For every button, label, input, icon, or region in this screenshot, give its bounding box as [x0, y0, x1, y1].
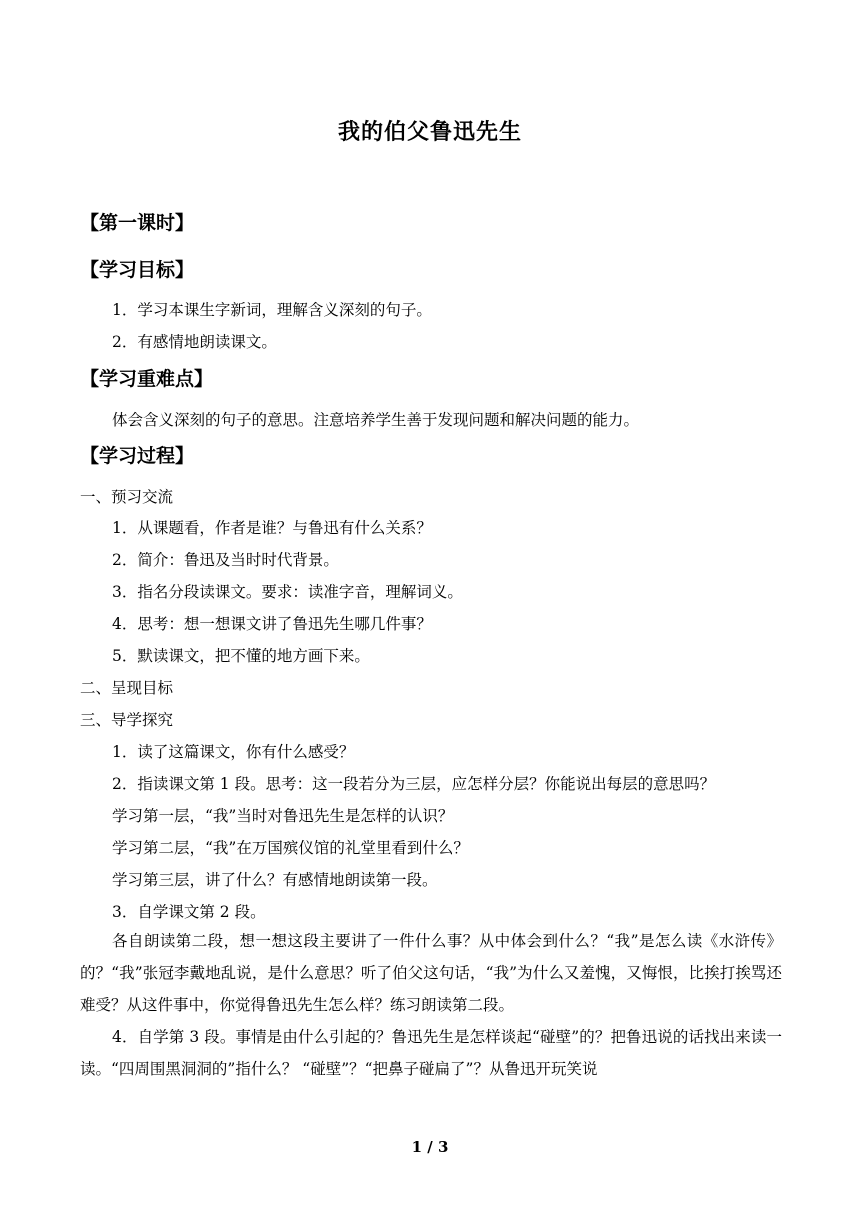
explore-item-6: 3．自学课文第 2 段。	[112, 903, 266, 921]
section-present-title: 二、呈现目标	[80, 679, 174, 697]
goal-item-1: 1．学习本课生字新词，理解含义深刻的句子。	[112, 301, 432, 319]
goal-item-2: 2．有感情地朗读课文。	[112, 333, 277, 351]
explore-item-3: 学习第一层，“我”当时对鲁迅先生是怎样的认识？	[112, 807, 454, 825]
page-title: 我的伯父鲁迅先生	[337, 119, 522, 145]
key-points-text: 体会含义深刻的句子的意思。注意培养学生善于发现问题和解决问题的能力。	[112, 411, 640, 429]
explore-paragraph-1: 各自朗读第二段，想一想这段主要讲了一件什么事？从中体会到什么？“我”是怎么读《水浒传》的？“我”张冠李戴地乱说，是什么意思？听了伯父这句话，“我”为什么又羞愧，又悔恨，比挨打挨骂还难受？从这件事中，你觉得鲁迅先生怎么样？练习朗读第二段。	[80, 932, 782, 1014]
heading-key-points: 【学习重难点】	[80, 368, 214, 390]
section-explore-title: 三、导学探究	[80, 711, 174, 729]
explore-item-4: 学习第二层，“我”在万国殡仪馆的礼堂里看到什么？	[112, 839, 469, 857]
explore-item-1: 1．读了这篇课文，你有什么感受？	[112, 743, 355, 761]
heading-lesson: 【第一课时】	[80, 212, 195, 234]
explore-item-2: 2．指读课文第 1 段。思考：这一段若分为三层，应怎样分层？你能说出每层的意思吗？	[112, 775, 716, 793]
section-preview-title: 一、预习交流	[80, 488, 174, 506]
preview-item-5: 5．默读课文，把不懂的地方画下来。	[112, 647, 370, 665]
explore-paragraph-2: 4．自学第 3 段。事情是由什么引起的？鲁迅先生是怎样谈起“碰壁”的？把鲁迅说的话找出来读一读。“四周围黑洞洞的”指什么？ “碰壁”？“把鼻子碰扁了”？从鲁迅开玩笑说	[80, 1028, 782, 1078]
preview-item-3: 3．指名分段读课文。要求：读准字音，理解词义。	[112, 583, 463, 601]
heading-goals: 【学习目标】	[80, 259, 195, 281]
page-number: 1 / 3	[411, 1138, 449, 1156]
preview-item-2: 2．简介：鲁迅及当时时代背景。	[112, 551, 339, 569]
heading-process: 【学习过程】	[80, 445, 195, 467]
preview-item-1: 1．从课题看，作者是谁？与鲁迅有什么关系？	[112, 519, 432, 537]
preview-item-4: 4．思考：想一想课文讲了鲁迅先生哪几件事？	[112, 615, 432, 633]
explore-item-5: 学习第三层，讲了什么？有感情地朗读第一段。	[112, 871, 438, 889]
